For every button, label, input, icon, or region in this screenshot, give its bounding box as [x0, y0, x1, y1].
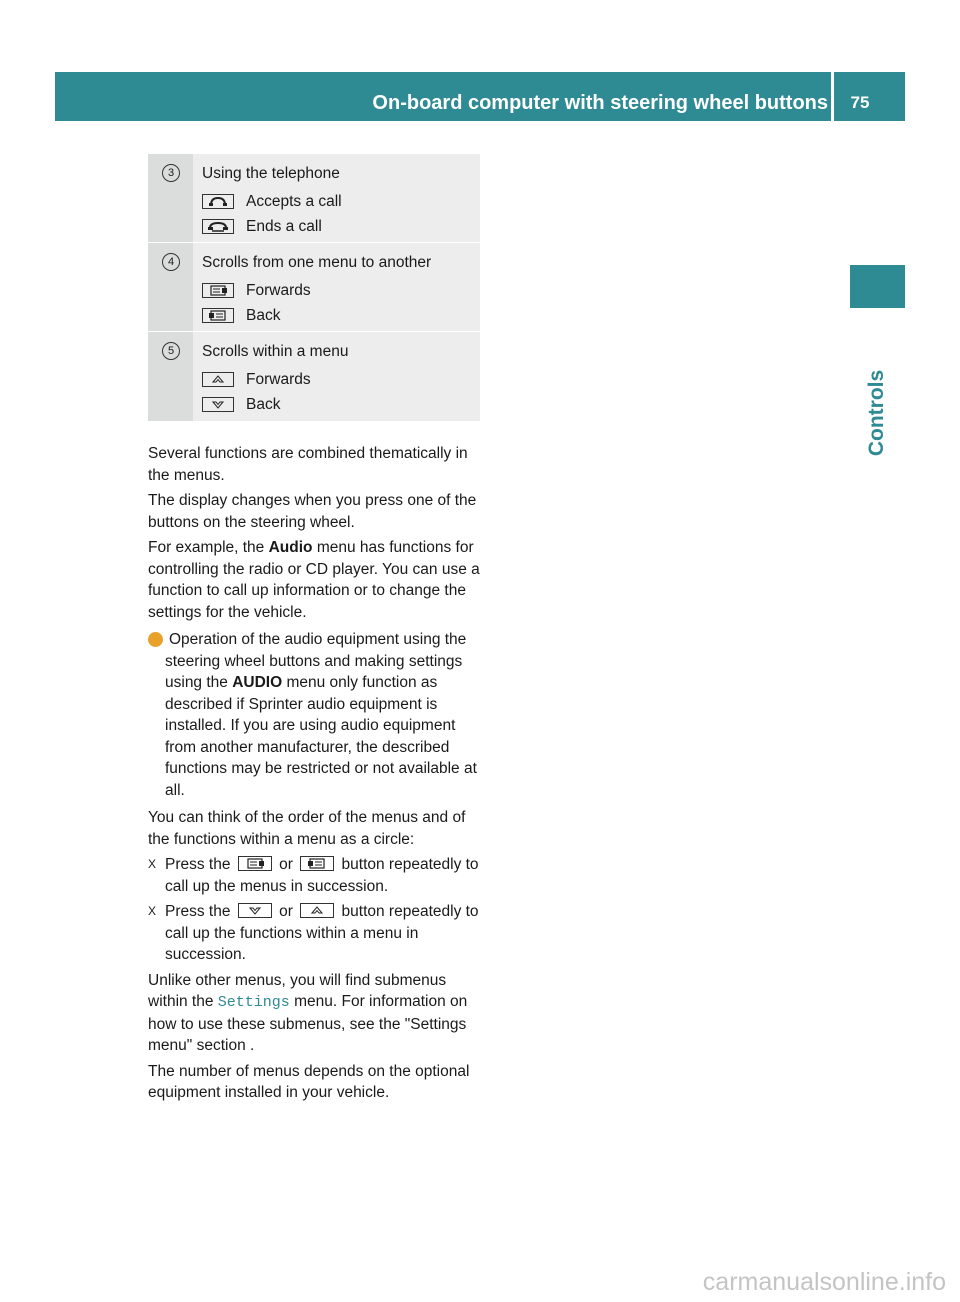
instruction-step: X Press the or button repeatedly to call up the functions within a menu in succession. [148, 903, 479, 963]
down-arrow-icon [238, 903, 272, 918]
step-arrow-icon: X [148, 904, 157, 918]
phone-end-icon [202, 219, 234, 234]
footer-watermark: carmanualsonline.info [702, 1268, 946, 1296]
table-row [148, 332, 480, 421]
row-number: 5 [162, 342, 180, 360]
list-item: Back [202, 303, 480, 328]
list-item: Ends a call [202, 214, 480, 239]
page-header [55, 72, 905, 121]
up-arrow-icon [202, 372, 234, 387]
paragraph: You can think of the order of the menus and of the functions within a menu as a circle: [148, 809, 466, 848]
menu-back-icon [202, 308, 234, 323]
list-item: Forwards [202, 367, 480, 392]
row-title: Scrolls within a menu [202, 343, 349, 360]
row-number: 3 [162, 164, 180, 182]
side-tab-marker [850, 265, 905, 308]
section-title: On-board computer with steering wheel buttons [372, 92, 828, 114]
paragraph: Several functions are combined thematically in the menus. [148, 445, 468, 484]
info-note: i Operation of the audio equipment using the steering wheel buttons and making settings using the AUDIO menu only function as described if Sprinter audio equipment is installed. If you are using audio equipment from another manufacturer, the described functions may be restricted or not available at all. [144, 631, 477, 799]
phone-accept-icon [202, 194, 234, 209]
list-item: Forwards [202, 278, 480, 303]
down-arrow-icon [202, 397, 234, 412]
paragraph: For example, the Audio menu has functions for controlling the radio or CD player. You can use a function to call up information or to change the settings for the vehicle. [148, 539, 480, 621]
row-title: Using the telephone [202, 165, 340, 182]
button-table [148, 154, 480, 421]
paragraph: Unlike other menus, you will find submenus within the Settings menu. For information on how to use these submenus, see the "Settings menu" section . [148, 971, 468, 1054]
instruction-step: X Press the or button repeatedly to call up the menus in succession. [148, 856, 479, 895]
up-arrow-icon [300, 903, 334, 918]
page-number: 75 [850, 93, 870, 112]
menu-back-icon [300, 856, 334, 871]
table-row [148, 154, 480, 243]
list-item: Accepts a call [202, 189, 480, 214]
paragraph: The display changes when you press one of the buttons on the steering wheel. [148, 492, 477, 531]
row-number: 4 [162, 253, 180, 271]
row-title: Scrolls from one menu to another [202, 254, 432, 271]
menu-forward-icon [238, 856, 272, 871]
list-item: Back [202, 392, 480, 417]
side-tab-label: Controls [865, 369, 888, 457]
body-text [144, 443, 483, 1108]
menu-forward-icon [202, 283, 234, 298]
paragraph: The number of menus depends on the optional equipment installed in your vehicle. [148, 1062, 470, 1101]
table-row [148, 243, 480, 332]
info-icon: i [148, 632, 163, 647]
step-arrow-icon: X [148, 857, 157, 871]
header-divider [831, 72, 834, 121]
